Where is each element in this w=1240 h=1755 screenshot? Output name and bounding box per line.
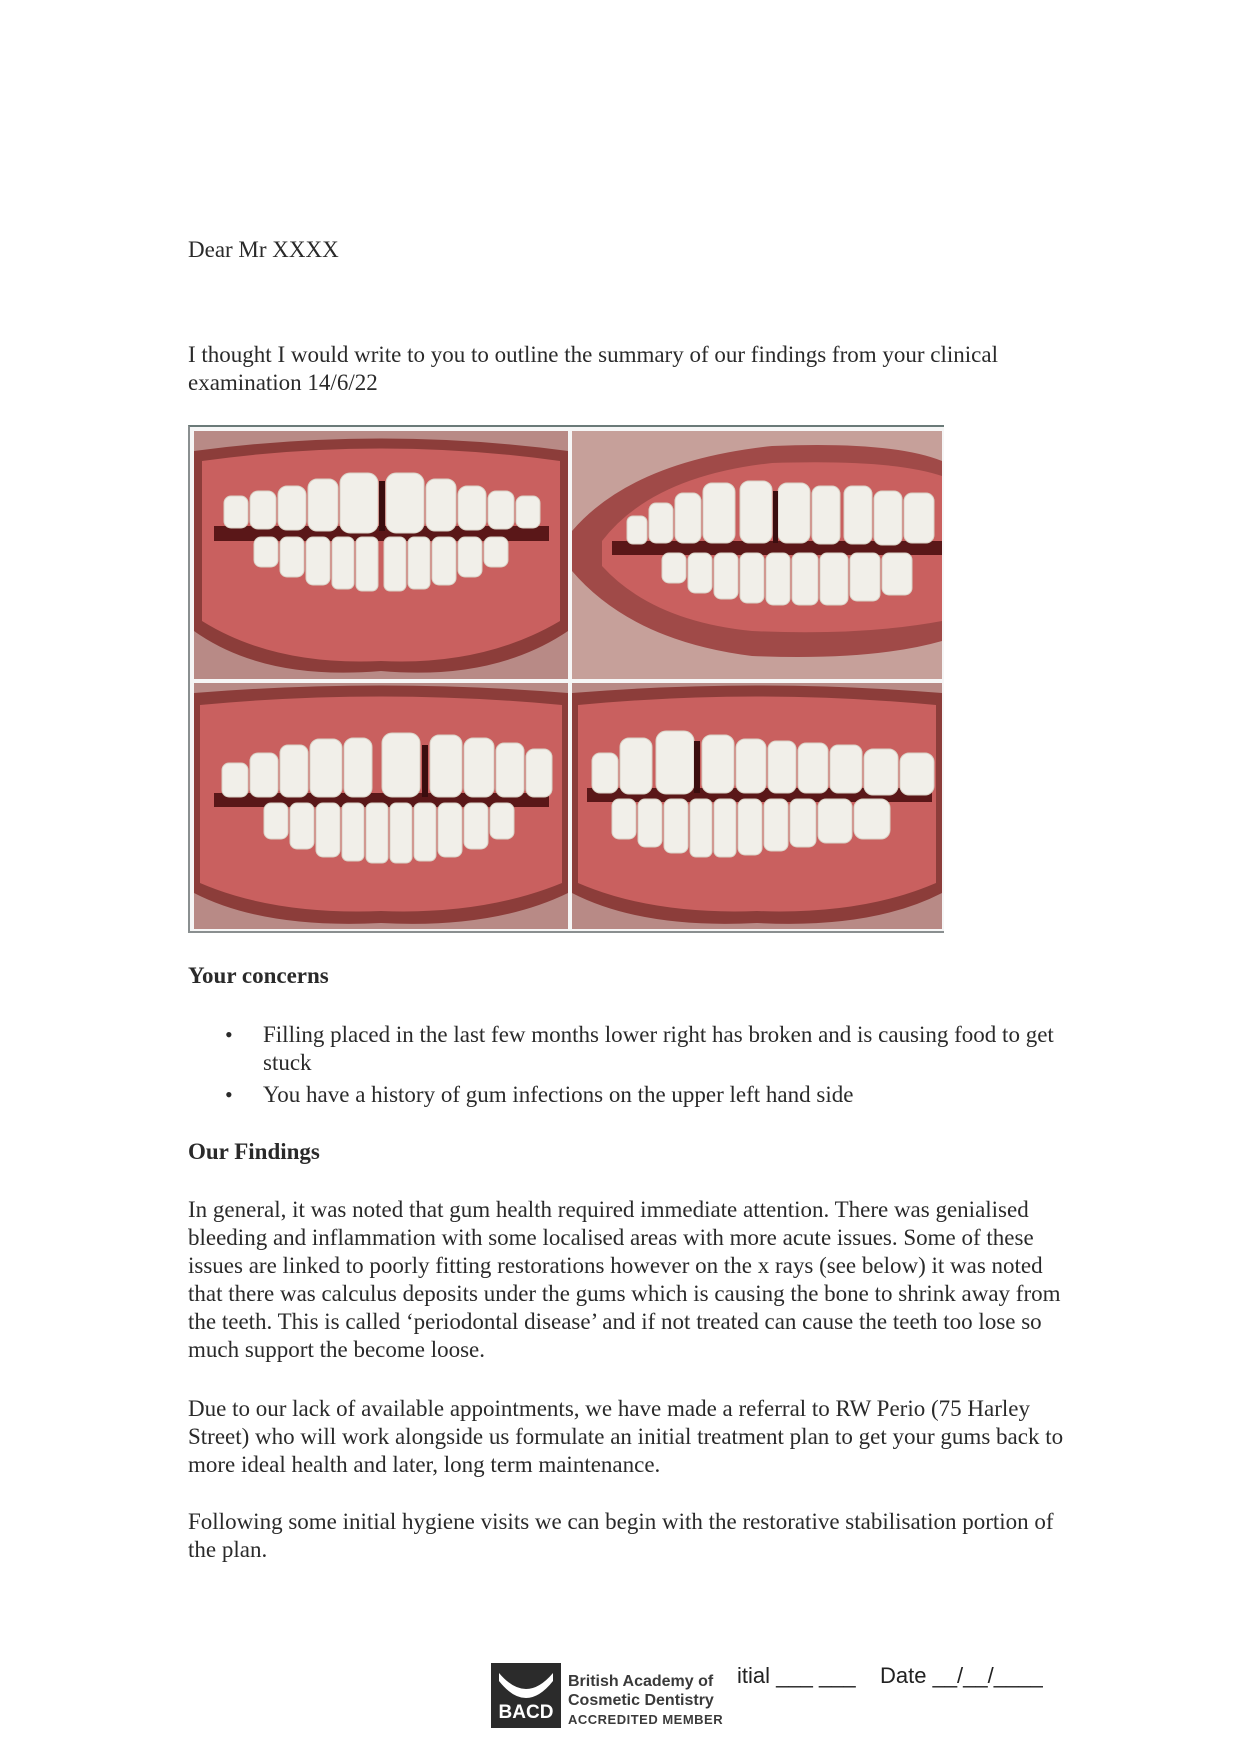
front-view-photo bbox=[194, 431, 568, 679]
concerns-list bbox=[188, 1021, 1068, 1113]
list-item bbox=[188, 1081, 1068, 1109]
right-side-view-photo bbox=[572, 431, 942, 679]
bullet-icon: • bbox=[225, 1082, 233, 1107]
findings-heading: Our Findings bbox=[188, 1139, 320, 1164]
concerns-heading: Your concerns bbox=[188, 963, 329, 988]
concern-text: You have a history of gum infections on the upper left hand side bbox=[263, 1082, 854, 1107]
findings-paragraph-2: Due to our lack of available appointments, we have made a referral to RW Perio (75 Harley Street) who will work alongside us formulate an initial treatment plan to get your gums back to more ideal health and later, long term maintenance. bbox=[188, 1396, 1064, 1477]
findings-paragraph-3: Following some initial hygiene visits we can begin with the restorative stabilisation portion of the plan. bbox=[188, 1509, 1054, 1562]
intro-paragraph: I thought I would write to you to outline the summary of our findings from your clinical examination 14/6/22 bbox=[188, 342, 998, 395]
bacd-org-name bbox=[568, 1672, 723, 1729]
concern-text: Filling placed in the last few months lower right has broken and is causing food to get stuck bbox=[263, 1022, 1054, 1075]
logo-mark-text: BACD bbox=[498, 1702, 554, 1723]
left-lateral-view-photo bbox=[194, 683, 568, 929]
date-field[interactable]: Date __/__/____ bbox=[880, 1663, 1043, 1688]
initial-field[interactable]: itial ___ ___ bbox=[737, 1663, 856, 1688]
clinical-photo-grid bbox=[188, 425, 944, 933]
bacd-logo bbox=[491, 1663, 561, 1728]
org-line-3: ACCREDITED MEMBER bbox=[568, 1712, 724, 1727]
org-line-1: British Academy of bbox=[568, 1673, 714, 1690]
org-line-2: Cosmetic Dentistry bbox=[568, 1692, 714, 1709]
bullet-icon: • bbox=[225, 1022, 233, 1047]
list-item bbox=[188, 1021, 1068, 1077]
findings-paragraph-1: In general, it was noted that gum health required immediate attention. There was genialised bleeding and inflammation with some localised areas with more acute issues. Some of these issues are linked to poorly fitting restorations however on the x rays (see below) it was noted that there was calculus deposits under the gums which is causing the bone to shrink away from the teeth. This is called ‘periodontal disease’ and if not treated can cause the teeth too lose so much support the become loose. bbox=[188, 1197, 1061, 1362]
right-lateral-view-photo bbox=[572, 683, 942, 929]
salutation: Dear Mr XXXX bbox=[188, 237, 339, 262]
